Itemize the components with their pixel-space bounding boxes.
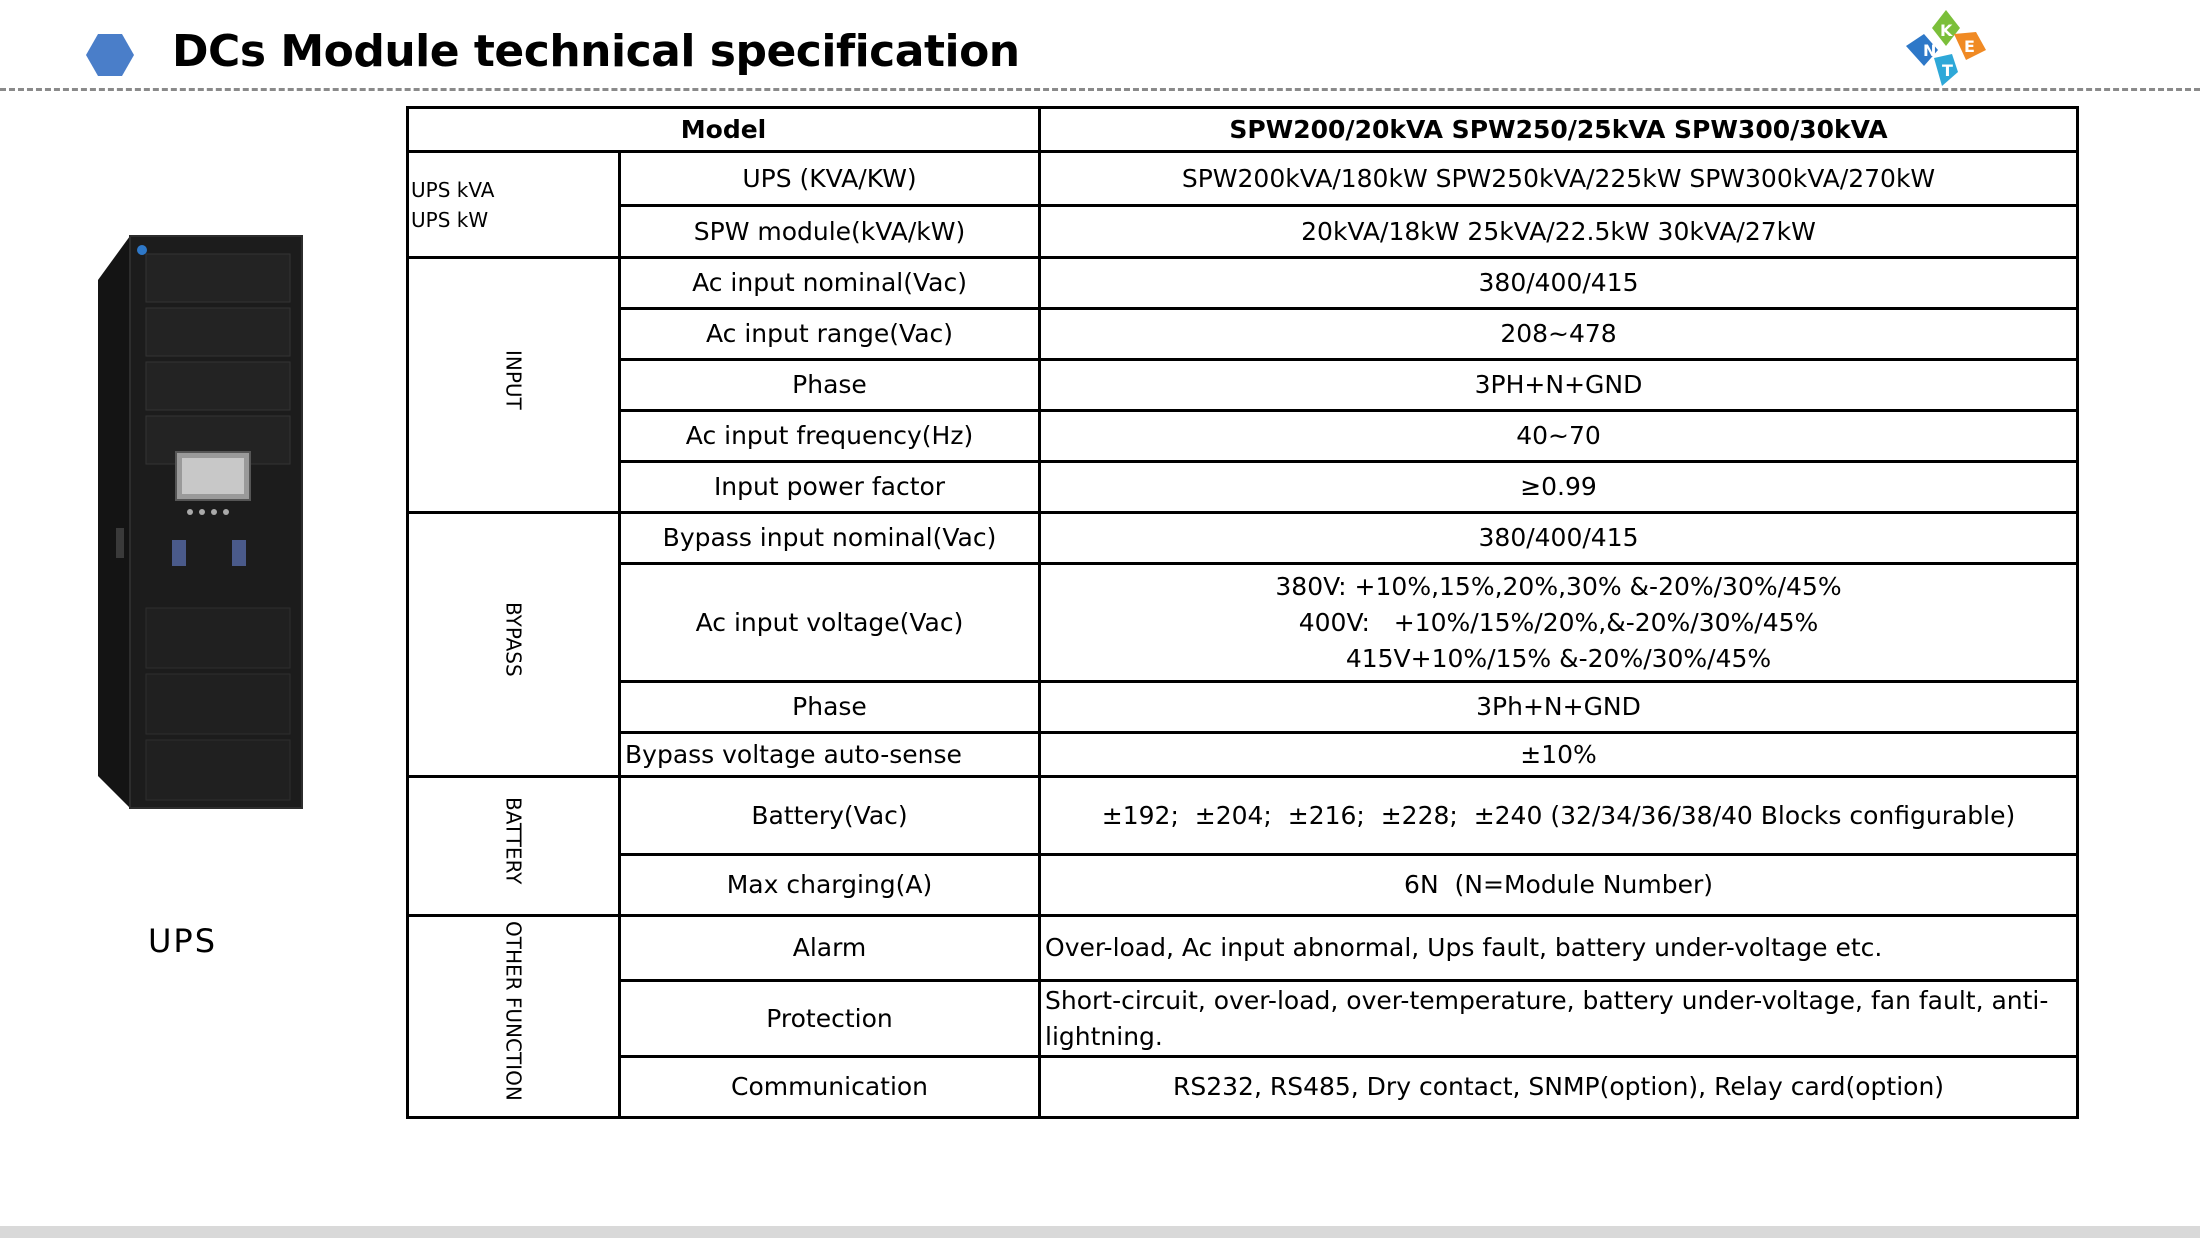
param-cell: Ac input frequency(Hz) bbox=[620, 411, 1040, 462]
table-row bbox=[408, 462, 2078, 513]
param-cell: Bypass voltage auto-sense bbox=[620, 733, 1040, 777]
value-cell: 6N (N=Module Number) bbox=[1040, 855, 2078, 916]
table-row bbox=[408, 513, 2078, 564]
param-cell: Max charging(A) bbox=[620, 855, 1040, 916]
value-cell: 208~478 bbox=[1040, 309, 2078, 360]
value-cell: ±192; ±204; ±216; ±228; ±240 (32/34/36/38/40 Blocks configurable) bbox=[1040, 777, 2078, 855]
value-cell: 20kVA/18kW 25kVA/22.5kW 30kVA/27kW bbox=[1040, 206, 2078, 258]
model-value: SPW200/20kVA SPW250/25kVA SPW300/30kVA bbox=[1040, 108, 2078, 152]
value-cell: ≥0.99 bbox=[1040, 462, 2078, 513]
table-row bbox=[408, 206, 2078, 258]
value-cell: 380/400/415 bbox=[1040, 258, 2078, 309]
other-function-group-label: OTHER FUNCTION bbox=[408, 916, 620, 1118]
table-row bbox=[408, 916, 2078, 981]
value-cell: SPW200kVA/180kW SPW250kVA/225kW SPW300kVA/270kW bbox=[1040, 152, 2078, 206]
param-cell: UPS (KVA/KW) bbox=[620, 152, 1040, 206]
param-cell: Bypass input nominal(Vac) bbox=[620, 513, 1040, 564]
dashed-divider bbox=[0, 88, 2200, 91]
table-row bbox=[408, 564, 2078, 682]
table-row bbox=[408, 411, 2078, 462]
param-cell: Phase bbox=[620, 682, 1040, 733]
value-cell: 40~70 bbox=[1040, 411, 2078, 462]
logo-letter-n: N bbox=[1923, 41, 1937, 60]
param-cell: Protection bbox=[620, 981, 1040, 1057]
value-cell: ±10% bbox=[1040, 733, 2078, 777]
table-row bbox=[408, 777, 2078, 855]
table-row bbox=[408, 360, 2078, 411]
input-group-label: INPUT bbox=[408, 258, 620, 513]
value-cell: Short-circuit, over-load, over-temperature, battery under-voltage, fan fault, anti-lightning. bbox=[1040, 981, 2078, 1057]
logo-letter-t: T bbox=[1942, 61, 1953, 80]
ups-group-label: UPS kVA UPS kW bbox=[408, 152, 620, 258]
table-row bbox=[408, 152, 2078, 206]
value-cell: 380/400/415 bbox=[1040, 513, 2078, 564]
nket-logo-icon bbox=[1900, 6, 1992, 90]
table-row bbox=[408, 682, 2078, 733]
table-row bbox=[408, 1057, 2078, 1118]
param-cell: Battery(Vac) bbox=[620, 777, 1040, 855]
value-cell: 3Ph+N+GND bbox=[1040, 682, 2078, 733]
hexagon-bullet-icon bbox=[86, 34, 134, 76]
model-label: Model bbox=[408, 108, 1040, 152]
product-label: UPS bbox=[148, 922, 218, 960]
table-row bbox=[408, 309, 2078, 360]
param-cell: Ac input range(Vac) bbox=[620, 309, 1040, 360]
param-cell: SPW module(kVA/kW) bbox=[620, 206, 1040, 258]
page-title: DCs Module technical specification bbox=[172, 26, 1020, 77]
param-cell: Ac input nominal(Vac) bbox=[620, 258, 1040, 309]
table-row bbox=[408, 733, 2078, 777]
table-header-row bbox=[408, 108, 2078, 152]
param-cell: Communication bbox=[620, 1057, 1040, 1118]
value-cell: 3PH+N+GND bbox=[1040, 360, 2078, 411]
value-cell: RS232, RS485, Dry contact, SNMP(option), Relay card(option) bbox=[1040, 1057, 2078, 1118]
ups-cabinet-image bbox=[90, 228, 310, 828]
table-row bbox=[408, 258, 2078, 309]
table-row bbox=[408, 981, 2078, 1057]
value-cell: Over-load, Ac input abnormal, Ups fault, battery under-voltage etc. bbox=[1040, 916, 2078, 981]
logo-letter-k: K bbox=[1940, 21, 1953, 40]
table-row bbox=[408, 855, 2078, 916]
value-cell: 380V: +10%,15%,20%,30% &-20%/30%/45% 400V: +10%/15%/20%,&-20%/30%/45% 415V+10%/15% &-20%/30%/45% bbox=[1040, 564, 2078, 682]
param-cell: Ac input voltage(Vac) bbox=[620, 564, 1040, 682]
spec-table bbox=[406, 106, 2079, 1119]
battery-group-label: BATTERY bbox=[408, 777, 620, 916]
logo-letter-e: E bbox=[1964, 37, 1975, 56]
footer-bar bbox=[0, 1226, 2200, 1238]
param-cell: Input power factor bbox=[620, 462, 1040, 513]
bypass-group-label: BYPASS bbox=[408, 513, 620, 777]
param-cell: Phase bbox=[620, 360, 1040, 411]
param-cell: Alarm bbox=[620, 916, 1040, 981]
